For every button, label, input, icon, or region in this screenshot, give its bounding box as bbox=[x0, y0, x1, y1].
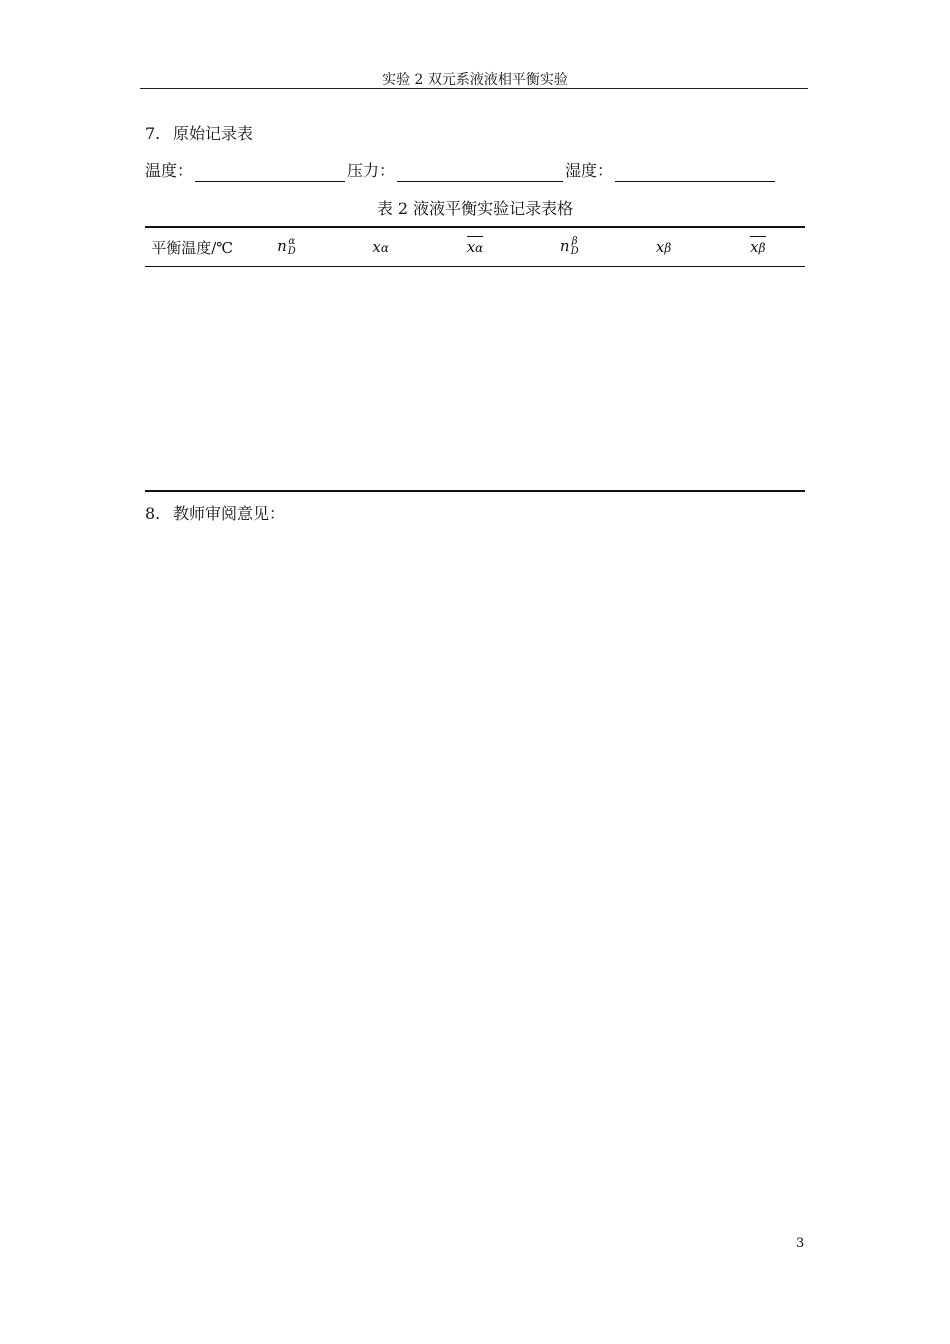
col-x-beta-mean: xβ bbox=[750, 238, 766, 256]
page-number: 3 bbox=[796, 1236, 805, 1251]
table-caption: 表 2 液液平衡实验记录表格 bbox=[376, 199, 574, 218]
section-7-number: 7. bbox=[145, 124, 161, 143]
col-n-beta-d: n β D bbox=[559, 236, 579, 257]
humidity-blank[interactable] bbox=[615, 165, 775, 182]
table-bottom-rule bbox=[145, 490, 805, 492]
col-x-alpha: xα bbox=[372, 238, 389, 256]
section-8-number: 8. bbox=[145, 504, 161, 523]
pressure-label: 压力： bbox=[347, 161, 396, 180]
temperature-label: 温度： bbox=[145, 161, 194, 180]
col-x-beta: xβ bbox=[655, 238, 672, 256]
section-8-heading bbox=[145, 503, 285, 525]
table-body[interactable] bbox=[145, 268, 805, 488]
section-7-title: 原始记录表 bbox=[173, 124, 254, 143]
running-header: 实验 2 双元系液液相平衡实验 bbox=[382, 72, 568, 88]
record-fields bbox=[145, 160, 777, 182]
table-header-rule bbox=[145, 266, 805, 267]
temperature-blank[interactable] bbox=[195, 165, 345, 182]
col-x-alpha-mean: xα bbox=[466, 238, 484, 256]
col-temperature: 平衡温度/℃ bbox=[151, 238, 234, 257]
pressure-blank[interactable] bbox=[397, 165, 563, 182]
section-8-title: 教师审阅意见： bbox=[173, 504, 286, 523]
header-rule bbox=[140, 88, 808, 89]
table-header-row bbox=[145, 228, 805, 266]
section-7-heading bbox=[145, 123, 253, 145]
col-n-alpha-d: n α D bbox=[277, 236, 296, 257]
humidity-label: 湿度： bbox=[565, 161, 614, 180]
